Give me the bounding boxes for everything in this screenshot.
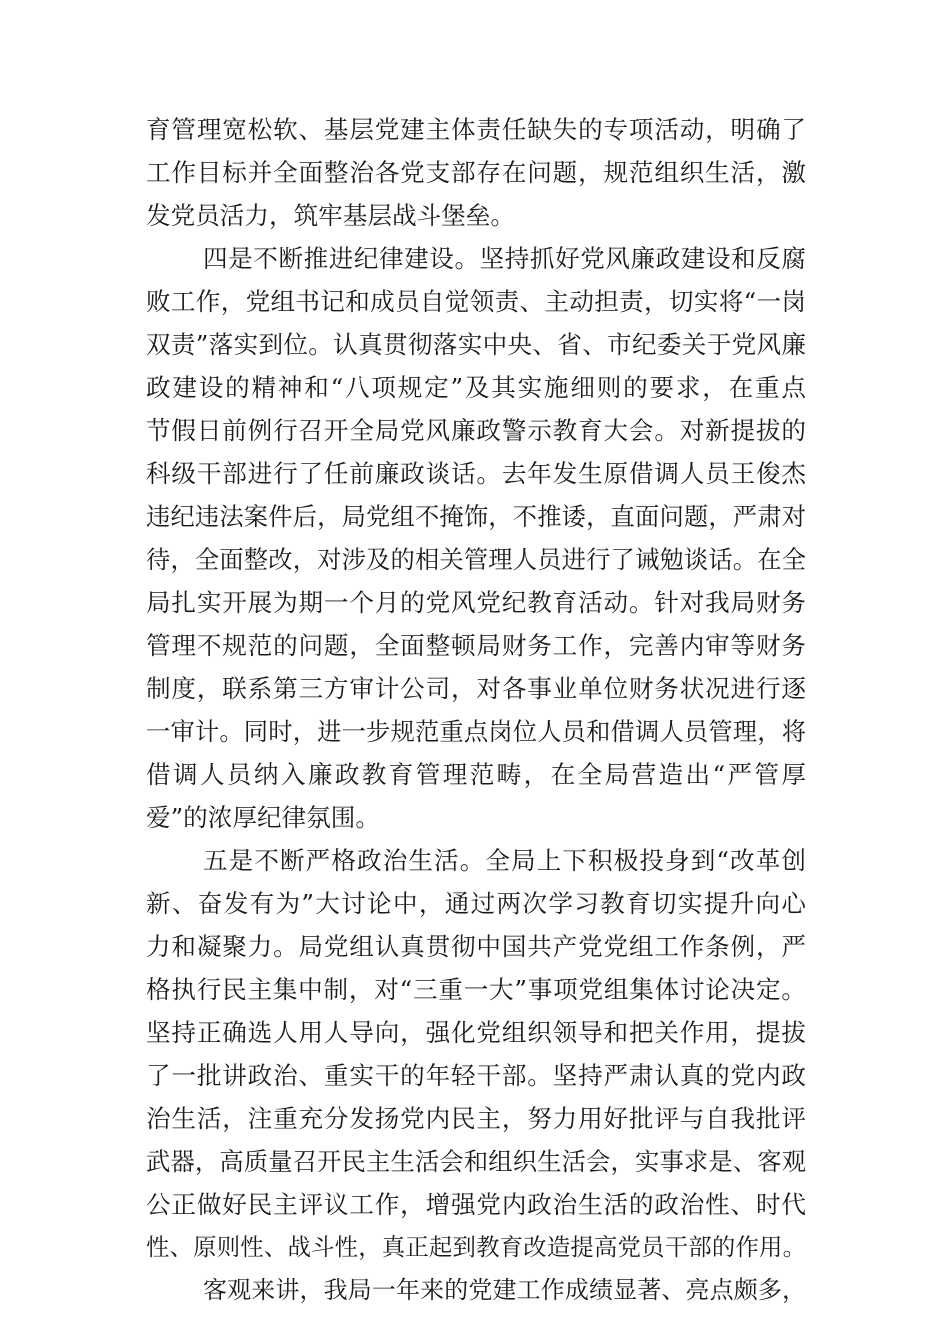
text-line: 四是不断推进纪律建设。坚持抓好党风廉政建设和反腐	[203, 244, 806, 273]
text-line: 借调人员纳入廉政教育管理范畴，在全局营造出“严管厚	[146, 760, 806, 789]
text-line: 违纪违法案件后，局党组不掩饰，不推诿，直面问题，严肃对	[146, 502, 806, 531]
text-line: 待，全面整改，对涉及的相关管理人员进行了诫勉谈话。在全	[146, 545, 806, 574]
text-line: 节假日前例行召开全局党风廉政警示教育大会。对新提拔的	[146, 416, 806, 445]
text-line: 客观来讲，我局一年来的党建工作成绩显著、亮点颇多，	[203, 1276, 806, 1304]
text-line: 新、奋发有为”大讨论中，通过两次学习教育切实提升向心	[146, 889, 806, 918]
text-line: 制度，联系第三方审计公司，对各事业单位财务状况进行逐	[146, 674, 806, 703]
text-line: 育管理宽松软、基层党建主体责任缺失的专项活动，明确了	[146, 115, 806, 144]
text-line: 五是不断严格政治生活。全局上下积极投身到“改革创	[203, 846, 806, 875]
text-line: 了一批讲政治、重实干的年轻干部。坚持严肃认真的党内政	[146, 1061, 806, 1090]
text-line: 局扎实开展为期一个月的党风党纪教育活动。针对我局财务	[146, 588, 806, 617]
text-line: 坚持正确选人用人导向，强化党组织领导和把关作用，提拔	[146, 1018, 806, 1047]
text-line: 政建设的精神和“八项规定”及其实施细则的要求，在重点	[146, 373, 806, 402]
text-line: 武器，高质量召开民主生活会和组织生活会，实事求是、客观	[146, 1147, 806, 1176]
text-line: 爱”的浓厚纪律氛围。	[146, 803, 380, 832]
text-line: 一审计。同时，进一步规范重点岗位人员和借调人员管理，将	[146, 717, 806, 746]
text-line: 格执行民主集中制，对“三重一大”事项党组集体讨论决定。	[146, 975, 806, 1004]
text-line: 力和凝聚力。局党组认真贯彻中国共产党党组工作条例，严	[146, 932, 806, 961]
text-line: 科级干部进行了任前廉政谈话。去年发生原借调人员王俊杰	[146, 459, 806, 488]
text-line: 公正做好民主评议工作，增强党内政治生活的政治性、时代	[146, 1190, 806, 1219]
text-line: 工作目标并全面整治各党支部存在问题，规范组织生活，激	[146, 158, 806, 187]
text-line: 发党员活力，筑牢基层战斗堡垒。	[146, 201, 515, 230]
text-line: 败工作，党组书记和成员自觉领责、主动担责，切实将“一岗	[146, 287, 806, 316]
text-line: 管理不规范的问题，全面整顿局财务工作，完善内审等财务	[146, 631, 806, 660]
text-line: 治生活，注重充分发扬党内民主，努力用好批评与自我批评	[146, 1104, 806, 1133]
text-line: 性、原则性、战斗性，真正起到教育改造提高党员干部的作用。	[146, 1233, 806, 1261]
body-text	[146, 108, 806, 1312]
text-line: 双责”落实到位。认真贯彻落实中央、省、市纪委关于党风廉	[146, 330, 806, 359]
